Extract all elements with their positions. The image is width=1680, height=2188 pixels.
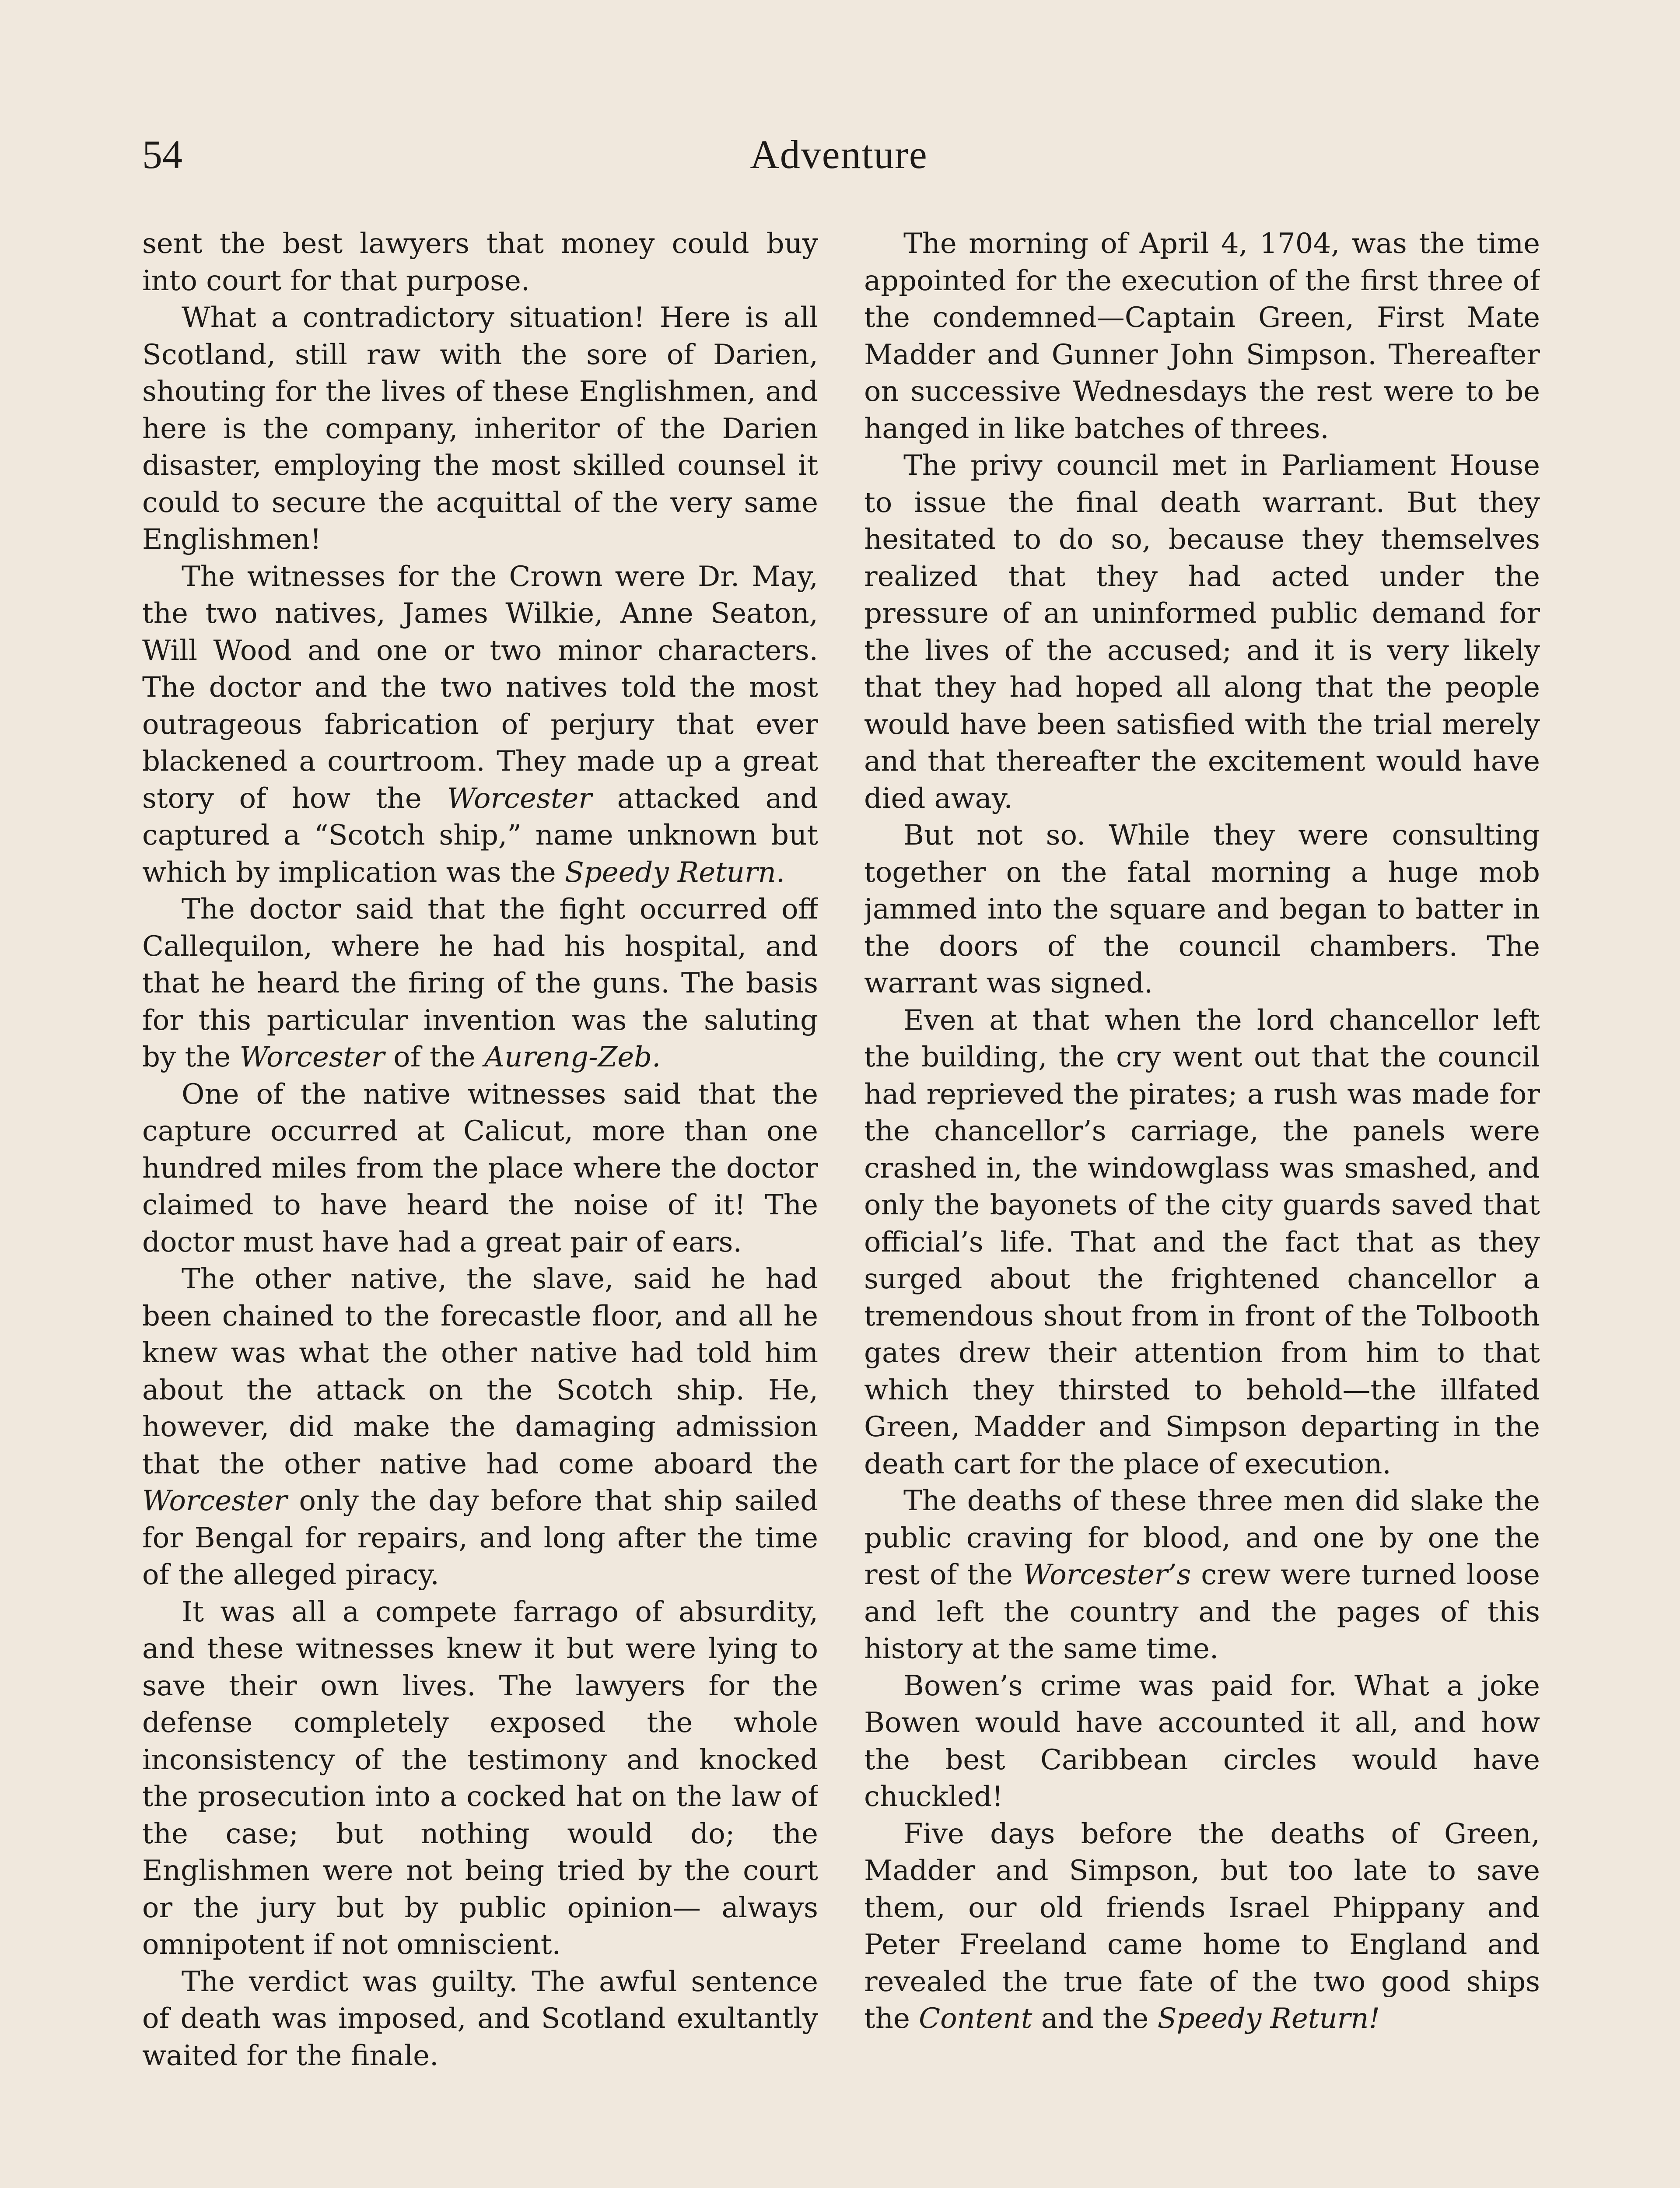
paragraph: But not so. While they were consulting together on the fatal morning a huge mob jammed into the square and began to batter in the doors of the council chambers. The warrant was signed. [864, 819, 1540, 999]
ship-name: Worcester [142, 1485, 287, 1517]
ship-name: Aureng-Zeb. [484, 1041, 661, 1073]
paragraph: sent the best lawyers that money could buy into court for that purpose. [142, 228, 818, 297]
paragraph [864, 1816, 1540, 2037]
paragraph: Bowen’s crime was paid for. What a joke Bowen would have accounted it all, and how the best Caribbean circles would have chuckled! [864, 1669, 1540, 1813]
ship-name: Speedy Return. [564, 856, 785, 889]
article-body [142, 225, 1538, 2188]
left-column [142, 225, 818, 2188]
ship-name: Worcester [239, 1041, 385, 1073]
text-run: The other native, the slave, said he had been chained to the forecastle floor, and all he knew was what the other native had told him about the attack on the Scotch ship. He, however, did make the damaging admission that the other native had come aboard the [142, 1263, 818, 1480]
ship-name: Worcester’s [1022, 1559, 1191, 1591]
paragraph: One of the native witnesses said that the capture occurred at Calicut, more than one hundred miles from the place where the doctor claimed to have heard the noise of it! The doctor must have had a great pair of ears. [142, 1078, 818, 1259]
page-header [142, 131, 1536, 188]
ship-name: Speedy Return! [1157, 2002, 1380, 2035]
page-number: 54 [142, 132, 182, 177]
paragraph: Even at that when the lord chancellor left the building, the cry went out that the council had reprieved the pirates; a rush was made for the chancellor’s carriage, the panels were crashed in, the windowglass was smashed, and only the bayonets of the city guards saved that official’s life. That and the fact that as they surged about the frightened chancellor a tremendous shout from in front of the Tolbooth gates drew their attention from him to that which they thirsted to behold—the illfated Green, Madder and Simpson departing in the death cart for the place of execution. [864, 1004, 1540, 1480]
right-column [864, 225, 1540, 2188]
paragraph [864, 1483, 1540, 1668]
ship-name: Content [919, 2002, 1032, 2035]
text-run: attacked and captured a “Scotch ship,” name unknown but which by implication was the [142, 782, 818, 889]
paragraph [142, 558, 818, 891]
text-run: Five days before the deaths of Green, Madder and Simpson, but too late to save them, our old friends Israel Phippany and Peter Freeland came home to England and revealed the true fate of the two good ships the [864, 1817, 1540, 2035]
text-run: The doctor said that the fight occurred off Callequilon, where he had his hospital, and that he heard the firing of the guns. The basis for this particular invention was the saluting by the [142, 893, 818, 1073]
paragraph [142, 891, 818, 1076]
paragraph: The morning of April 4, 1704, was the time appointed for the execution of the first three of the condemned—Captain Green, First Mate Madder and Gunner John Simpson. Thereafter on successive Wednesdays the rest were to be hanged in like batches of threes. [864, 228, 1540, 445]
text-run: crew were turned loose and left the country and the pages of this history at the same time. [864, 1559, 1540, 1665]
text-run: only the day before that ship sailed for Bengal for repairs, and long after the time of the alleged piracy. [142, 1485, 818, 1591]
text-run: The deaths of these three men did slake the public craving for blood, and one by one the rest of the [864, 1485, 1540, 1591]
paragraph: The verdict was guilty. The awful sentence of death was imposed, and Scotland exultantly waited for the finale. [142, 1965, 818, 2072]
text-run: and the [1041, 2002, 1149, 2035]
paragraph [142, 1261, 818, 1594]
text-run: The witnesses for the Crown were Dr. May, the two natives, James Wilkie, Anne Seaton, Will Wood and one or two minor characters. The doctor and the two natives told the most outrageous fabrication of perjury that ever blackened a courtroom. They made up a great story of how the [142, 560, 818, 815]
text-run: of the [393, 1041, 476, 1073]
ship-name: Worcester [447, 782, 592, 815]
paragraph: The privy council met in Parliament House to issue the final death warrant. But they hesitated to do so, because they themselves realized that they had acted under the pressure of an uninformed public demand for the lives of the accused; and it is very likely that they had hoped all along that the people would have been satisfied with the trial merely and that thereafter the excitement would have died away. [864, 449, 1540, 815]
magazine-title: Adventure [750, 132, 928, 177]
paragraph: It was all a compete farrago of absurdity, and these witnesses knew it but were lying to save their own lives. The lawyers for the defense completely exposed the whole inconsistency of the testimony and knocked the prosecution into a cocked hat on the law of the case; but nothing would do; the Englishmen were not being tried by the court or the jury but by public opinion— always omnipotent if not omniscient. [142, 1595, 818, 1961]
paragraph: What a contradictory situation! Here is all Scotland, still raw with the sore of Darien, shouting for the lives of these Englishmen, and here is the company, inheritor of the Darien disaster, employing the most skilled counsel it could to secure the acquittal of the very same Englishmen! [142, 302, 818, 556]
